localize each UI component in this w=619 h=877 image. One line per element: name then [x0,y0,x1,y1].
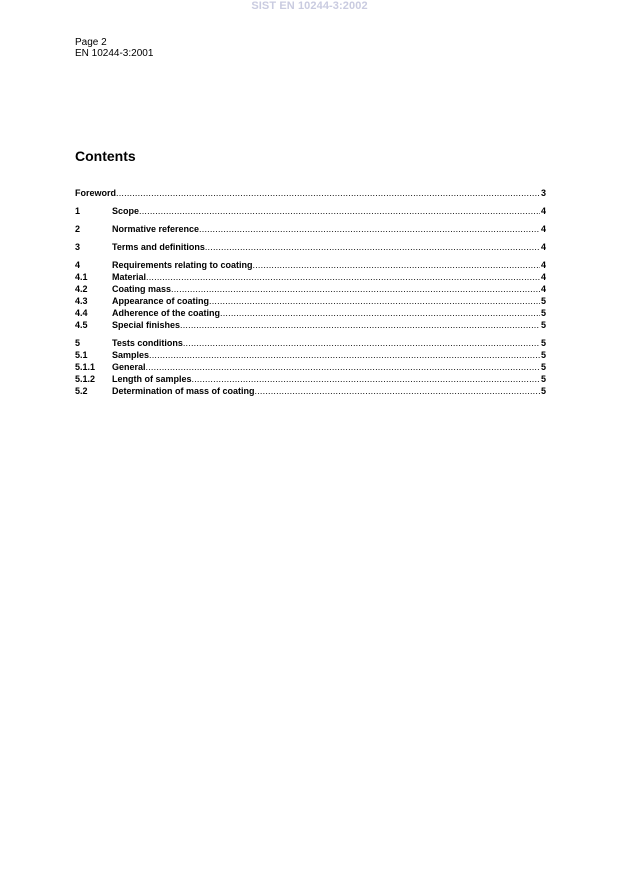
toc-entry-number: 4.5 [75,320,88,330]
toc-entry-general[interactable] [75,361,546,373]
table-of-contents [75,187,546,397]
toc-entry-title: Length of samples [112,374,192,384]
toc-dot-leader [116,187,540,199]
toc-dot-leader [149,349,540,361]
toc-entry-number: 3 [75,242,81,252]
toc-entry-number: 4.1 [75,272,88,282]
toc-dot-leader [146,361,540,373]
toc-entry-adherence-of-coating[interactable] [75,307,546,319]
toc-entry-samples[interactable] [75,349,546,361]
toc-entry-title: Special finishes [112,320,181,330]
toc-entry-scope[interactable] [75,205,546,217]
toc-entry-title: Normative reference [112,224,200,234]
toc-entry-title: Tests conditions [112,338,183,348]
toc-entry-requirements[interactable] [75,259,546,271]
toc-entry-determination-of-mass[interactable] [75,385,546,397]
toc-entry-title: General [112,362,146,372]
toc-entry-title: Samples [112,350,150,360]
toc-dot-leader [253,259,540,271]
toc-dot-leader [180,319,540,331]
toc-entry-coating-mass[interactable] [75,283,546,295]
toc-entry-appearance-of-coating[interactable] [75,295,546,307]
toc-dot-leader [171,283,540,295]
toc-entry-page: 5 [540,320,546,330]
toc-entry-page: 5 [540,350,546,360]
toc-entry-title: Determination of mass of coating [112,386,255,396]
toc-dot-leader [199,223,540,235]
toc-entry-title: Foreword [75,188,117,198]
toc-entry-title: Requirements relating to coating [112,260,253,270]
toc-entry-number: 4 [75,260,81,270]
toc-entry-page: 4 [540,272,546,282]
toc-dot-leader [220,307,540,319]
toc-entry-number: 4.4 [75,308,88,318]
toc-entry-page: 4 [540,206,546,216]
toc-entry-number: 4.2 [75,284,88,294]
toc-entry-title: Scope [112,206,140,216]
toc-entry-tests-conditions[interactable] [75,337,546,349]
toc-dot-leader [255,385,540,397]
toc-entry-normative-reference[interactable] [75,223,546,235]
toc-entry-title: Coating mass [112,284,172,294]
toc-entry-page: 4 [540,284,546,294]
toc-entry-terms-and-definitions[interactable] [75,241,546,253]
toc-entry-page: 5 [540,296,546,306]
toc-dot-leader [146,271,540,283]
standard-identifier: EN 10244-3:2001 [75,48,154,59]
toc-dot-leader [209,295,540,307]
watermark: SIST EN 10244-3:2002 [251,0,368,12]
toc-dot-leader [205,241,540,253]
toc-entry-number: 5.1.1 [75,362,96,372]
toc-entry-page: 5 [540,374,546,384]
toc-dot-leader [183,337,540,349]
toc-entry-title: Terms and definitions [112,242,205,252]
toc-entry-page: 5 [540,386,546,396]
toc-entry-page: 4 [540,260,546,270]
toc-entry-title: Material [112,272,147,282]
toc-entry-foreword[interactable] [75,187,546,199]
toc-dot-leader [139,205,540,217]
toc-entry-title: Appearance of coating [112,296,210,306]
toc-entry-number: 5.1.2 [75,374,96,384]
toc-entry-special-finishes[interactable] [75,319,546,331]
toc-entry-title: Adherence of the coating [112,308,221,318]
toc-entry-page: 5 [540,308,546,318]
toc-entry-number: 5.2 [75,386,88,396]
toc-entry-material[interactable] [75,271,546,283]
toc-entry-page: 4 [540,224,546,234]
page-header [75,37,153,59]
toc-entry-number: 2 [75,224,81,234]
toc-entry-page: 3 [540,188,546,198]
page-number-label: Page 2 [75,37,107,48]
toc-entry-length-of-samples[interactable] [75,373,546,385]
contents-title: Contents [75,148,136,164]
toc-entry-page: 5 [540,362,546,372]
toc-entry-page: 4 [540,242,546,252]
toc-entry-number: 5 [75,338,81,348]
toc-entry-number: 5.1 [75,350,88,360]
toc-entry-number: 4.3 [75,296,88,306]
toc-entry-page: 5 [540,338,546,348]
toc-dot-leader [192,373,540,385]
toc-entry-number: 1 [75,206,81,216]
